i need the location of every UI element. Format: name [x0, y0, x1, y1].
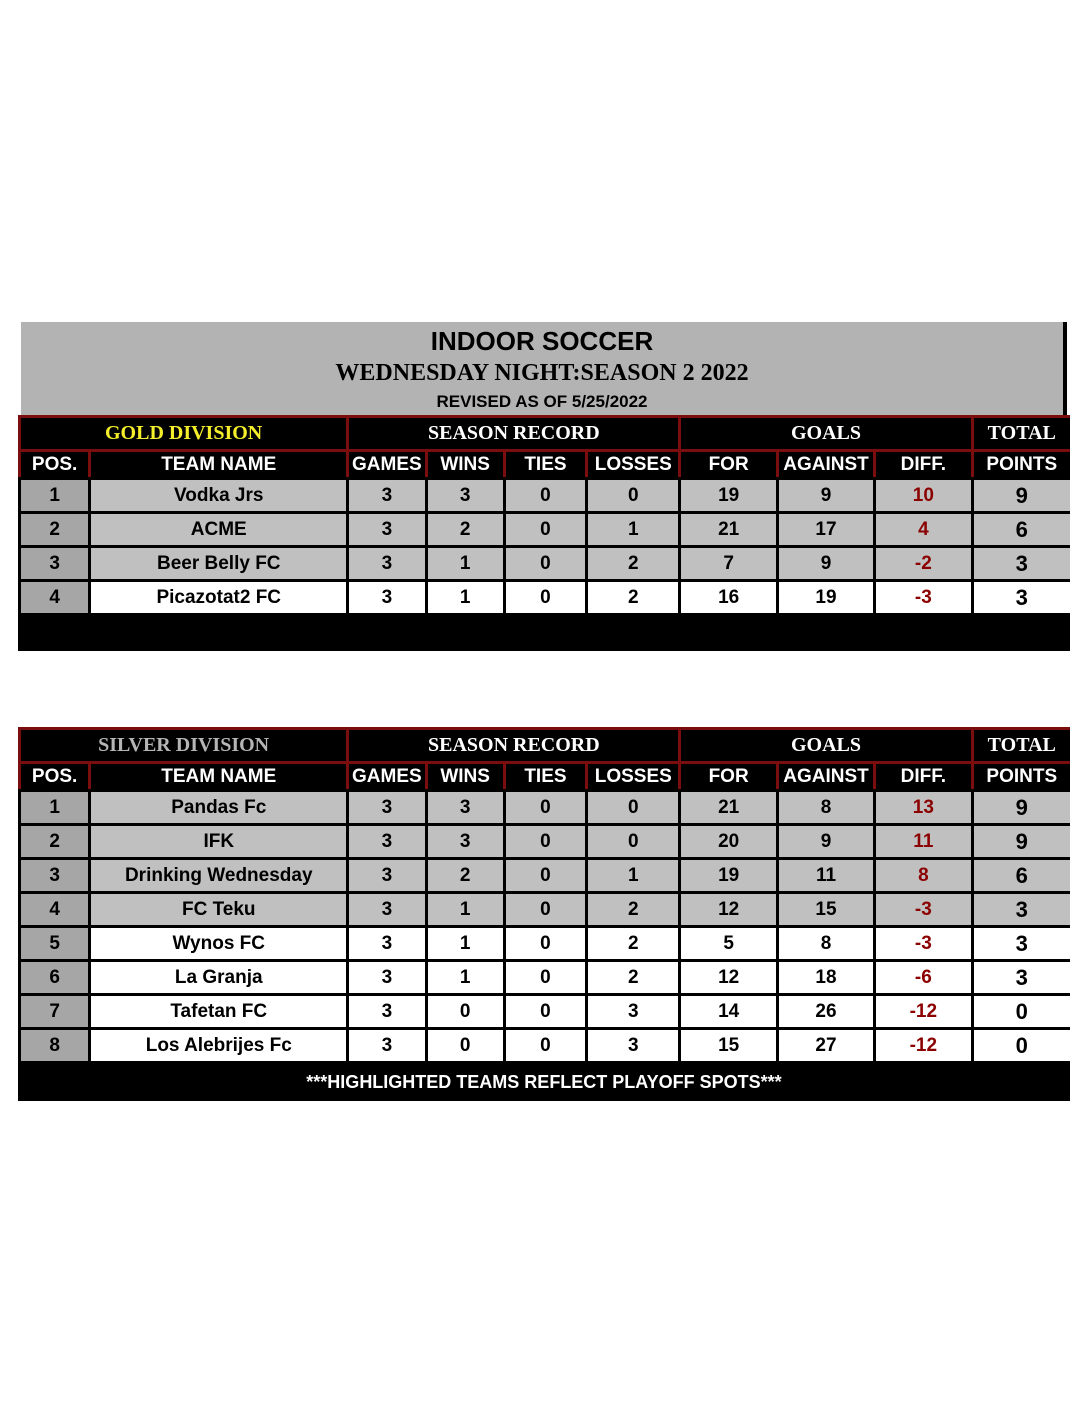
team-name-cell: Picazotat2 FC — [88, 579, 346, 613]
goal-diff-cell: 10 — [873, 477, 970, 511]
goals-against-cell: 9 — [776, 823, 873, 857]
games-cell: 3 — [346, 925, 424, 959]
position-cell: 3 — [18, 545, 88, 579]
table-row — [18, 925, 1070, 959]
wins-cell: 1 — [425, 891, 503, 925]
ties-cell: 0 — [503, 891, 585, 925]
games-cell: 3 — [346, 545, 424, 579]
position-cell: 1 — [18, 477, 88, 511]
col-wins: WINS — [425, 449, 503, 477]
points-cell: 0 — [971, 993, 1070, 1027]
team-name-cell: Tafetan FC — [88, 993, 346, 1027]
ties-cell: 0 — [503, 789, 585, 823]
goal-diff-cell: -3 — [873, 891, 970, 925]
position-cell: 8 — [18, 1027, 88, 1061]
goals-for-cell: 21 — [678, 789, 775, 823]
losses-cell: 0 — [585, 823, 678, 857]
goals-against-cell: 8 — [776, 789, 873, 823]
season-record-header: SEASON RECORD — [346, 415, 678, 449]
games-cell: 3 — [346, 477, 424, 511]
position-cell: 2 — [18, 511, 88, 545]
col-games: GAMES — [346, 449, 424, 477]
points-cell: 3 — [971, 925, 1070, 959]
table-row — [18, 823, 1070, 857]
wins-cell: 1 — [425, 925, 503, 959]
col-wins: WINS — [425, 761, 503, 789]
section-header-row — [18, 415, 1070, 449]
position-cell: 5 — [18, 925, 88, 959]
goals-against-cell: 11 — [776, 857, 873, 891]
games-cell: 3 — [346, 823, 424, 857]
goals-header: GOALS — [678, 727, 970, 761]
ties-cell: 0 — [503, 993, 585, 1027]
col-for: FOR — [678, 761, 775, 789]
wins-cell: 1 — [425, 545, 503, 579]
losses-cell: 2 — [585, 925, 678, 959]
games-cell: 3 — [346, 959, 424, 993]
wins-cell: 1 — [425, 579, 503, 613]
page-title: INDOOR SOCCER — [430, 326, 654, 356]
col-ties: TIES — [503, 761, 585, 789]
team-name-cell: FC Teku — [88, 891, 346, 925]
points-cell: 3 — [971, 579, 1070, 613]
column-header-row — [18, 449, 1070, 477]
team-name-cell: Vodka Jrs — [88, 477, 346, 511]
gold-division-label: GOLD DIVISION — [18, 415, 346, 449]
losses-cell: 2 — [585, 959, 678, 993]
position-cell: 6 — [18, 959, 88, 993]
col-diff: DIFF. — [873, 449, 970, 477]
team-name-cell: Wynos FC — [88, 925, 346, 959]
table-row — [18, 545, 1070, 579]
revised-date: REVISED AS OF 5/25/2022 — [436, 392, 648, 411]
points-cell: 3 — [971, 545, 1070, 579]
table-row — [18, 789, 1070, 823]
losses-cell: 2 — [585, 891, 678, 925]
col-against: AGAINST — [776, 449, 873, 477]
goals-for-cell: 12 — [678, 891, 775, 925]
goals-against-cell: 17 — [776, 511, 873, 545]
col-diff: DIFF. — [873, 761, 970, 789]
table-row — [18, 891, 1070, 925]
gold-standings-table — [18, 415, 1070, 651]
goals-against-cell: 9 — [776, 477, 873, 511]
games-cell: 3 — [346, 891, 424, 925]
col-team-name: TEAM NAME — [88, 761, 346, 789]
goals-against-cell: 19 — [776, 579, 873, 613]
table-row — [18, 959, 1070, 993]
goals-for-cell: 19 — [678, 857, 775, 891]
wins-cell: 2 — [425, 511, 503, 545]
season-record-header: SEASON RECORD — [346, 727, 678, 761]
goals-for-cell: 16 — [678, 579, 775, 613]
col-games: GAMES — [346, 761, 424, 789]
table-row — [18, 1027, 1070, 1061]
total-header: TOTAL — [971, 415, 1070, 449]
table-row — [18, 511, 1070, 545]
goals-against-cell: 9 — [776, 545, 873, 579]
silver-standings-table — [18, 727, 1070, 1101]
team-name-cell: ACME — [88, 511, 346, 545]
games-cell: 3 — [346, 789, 424, 823]
table-row — [18, 477, 1070, 511]
team-name-cell: Pandas Fc — [88, 789, 346, 823]
goals-for-cell: 21 — [678, 511, 775, 545]
team-name-cell: Beer Belly FC — [88, 545, 346, 579]
goal-diff-cell: 8 — [873, 857, 970, 891]
ties-cell: 0 — [503, 857, 585, 891]
ties-cell: 0 — [503, 579, 585, 613]
wins-cell: 2 — [425, 857, 503, 891]
column-header-row — [18, 761, 1070, 789]
wins-cell: 1 — [425, 959, 503, 993]
points-cell: 3 — [971, 891, 1070, 925]
games-cell: 3 — [346, 857, 424, 891]
losses-cell: 3 — [585, 993, 678, 1027]
team-name-cell: Drinking Wednesday — [88, 857, 346, 891]
table-row — [18, 857, 1070, 891]
col-pos: POS. — [18, 761, 88, 789]
goals-against-cell: 18 — [776, 959, 873, 993]
games-cell: 3 — [346, 1027, 424, 1061]
ties-cell: 0 — [503, 925, 585, 959]
losses-cell: 2 — [585, 545, 678, 579]
team-name-cell: Los Alebrijes Fc — [88, 1027, 346, 1061]
position-cell: 1 — [18, 789, 88, 823]
title-block — [21, 322, 1067, 415]
games-cell: 3 — [346, 579, 424, 613]
goal-diff-cell: 11 — [873, 823, 970, 857]
goals-against-cell: 26 — [776, 993, 873, 1027]
silver-division-sheet — [18, 727, 1070, 1101]
goal-diff-cell: -2 — [873, 545, 970, 579]
col-against: AGAINST — [776, 761, 873, 789]
points-cell: 9 — [971, 477, 1070, 511]
games-cell: 3 — [346, 993, 424, 1027]
goals-against-cell: 8 — [776, 925, 873, 959]
goals-for-cell: 15 — [678, 1027, 775, 1061]
goals-for-cell: 5 — [678, 925, 775, 959]
gold-division-sheet — [18, 322, 1070, 651]
games-cell: 3 — [346, 511, 424, 545]
wins-cell: 0 — [425, 993, 503, 1027]
wins-cell: 3 — [425, 477, 503, 511]
ties-cell: 0 — [503, 959, 585, 993]
position-cell: 3 — [18, 857, 88, 891]
position-cell: 4 — [18, 579, 88, 613]
col-for: FOR — [678, 449, 775, 477]
goal-diff-cell: 4 — [873, 511, 970, 545]
section-header-row — [18, 727, 1070, 761]
goals-header: GOALS — [678, 415, 970, 449]
points-cell: 9 — [971, 789, 1070, 823]
losses-cell: 0 — [585, 477, 678, 511]
ties-cell: 0 — [503, 545, 585, 579]
team-name-cell: La Granja — [88, 959, 346, 993]
col-pos: POS. — [18, 449, 88, 477]
total-header: TOTAL — [971, 727, 1070, 761]
page-subtitle: WEDNESDAY NIGHT:SEASON 2 2022 — [335, 360, 749, 386]
col-losses: LOSSES — [585, 761, 678, 789]
silver-division-label: SILVER DIVISION — [18, 727, 346, 761]
goals-for-cell: 12 — [678, 959, 775, 993]
ties-cell: 0 — [503, 477, 585, 511]
goals-against-cell: 15 — [776, 891, 873, 925]
losses-cell: 0 — [585, 789, 678, 823]
col-points: POINTS — [971, 449, 1070, 477]
points-cell: 6 — [971, 857, 1070, 891]
losses-cell: 1 — [585, 857, 678, 891]
points-cell: 3 — [971, 959, 1070, 993]
position-cell: 2 — [18, 823, 88, 857]
silver-footer-bar — [18, 1061, 1070, 1101]
ties-cell: 0 — [503, 823, 585, 857]
position-cell: 7 — [18, 993, 88, 1027]
col-losses: LOSSES — [585, 449, 678, 477]
goals-for-cell: 19 — [678, 477, 775, 511]
goal-diff-cell: -6 — [873, 959, 970, 993]
table-row — [18, 579, 1070, 613]
table-row — [18, 993, 1070, 1027]
points-cell: 6 — [971, 511, 1070, 545]
goal-diff-cell: -12 — [873, 1027, 970, 1061]
ties-cell: 0 — [503, 511, 585, 545]
ties-cell: 0 — [503, 1027, 585, 1061]
position-cell: 4 — [18, 891, 88, 925]
goals-for-cell: 20 — [678, 823, 775, 857]
col-points: POINTS — [971, 761, 1070, 789]
points-cell: 0 — [971, 1027, 1070, 1061]
wins-cell: 3 — [425, 823, 503, 857]
playoff-note: ***HIGHLIGHTED TEAMS REFLECT PLAYOFF SPOTS*** — [18, 1061, 1070, 1101]
losses-cell: 3 — [585, 1027, 678, 1061]
points-cell: 9 — [971, 823, 1070, 857]
losses-cell: 2 — [585, 579, 678, 613]
goals-for-cell: 7 — [678, 545, 775, 579]
goal-diff-cell: -12 — [873, 993, 970, 1027]
wins-cell: 3 — [425, 789, 503, 823]
goal-diff-cell: -3 — [873, 925, 970, 959]
goal-diff-cell: 13 — [873, 789, 970, 823]
goals-for-cell: 14 — [678, 993, 775, 1027]
goal-diff-cell: -3 — [873, 579, 970, 613]
gold-footer-bar — [18, 613, 1070, 651]
losses-cell: 1 — [585, 511, 678, 545]
goals-against-cell: 27 — [776, 1027, 873, 1061]
wins-cell: 0 — [425, 1027, 503, 1061]
col-ties: TIES — [503, 449, 585, 477]
col-team-name: TEAM NAME — [88, 449, 346, 477]
team-name-cell: IFK — [88, 823, 346, 857]
